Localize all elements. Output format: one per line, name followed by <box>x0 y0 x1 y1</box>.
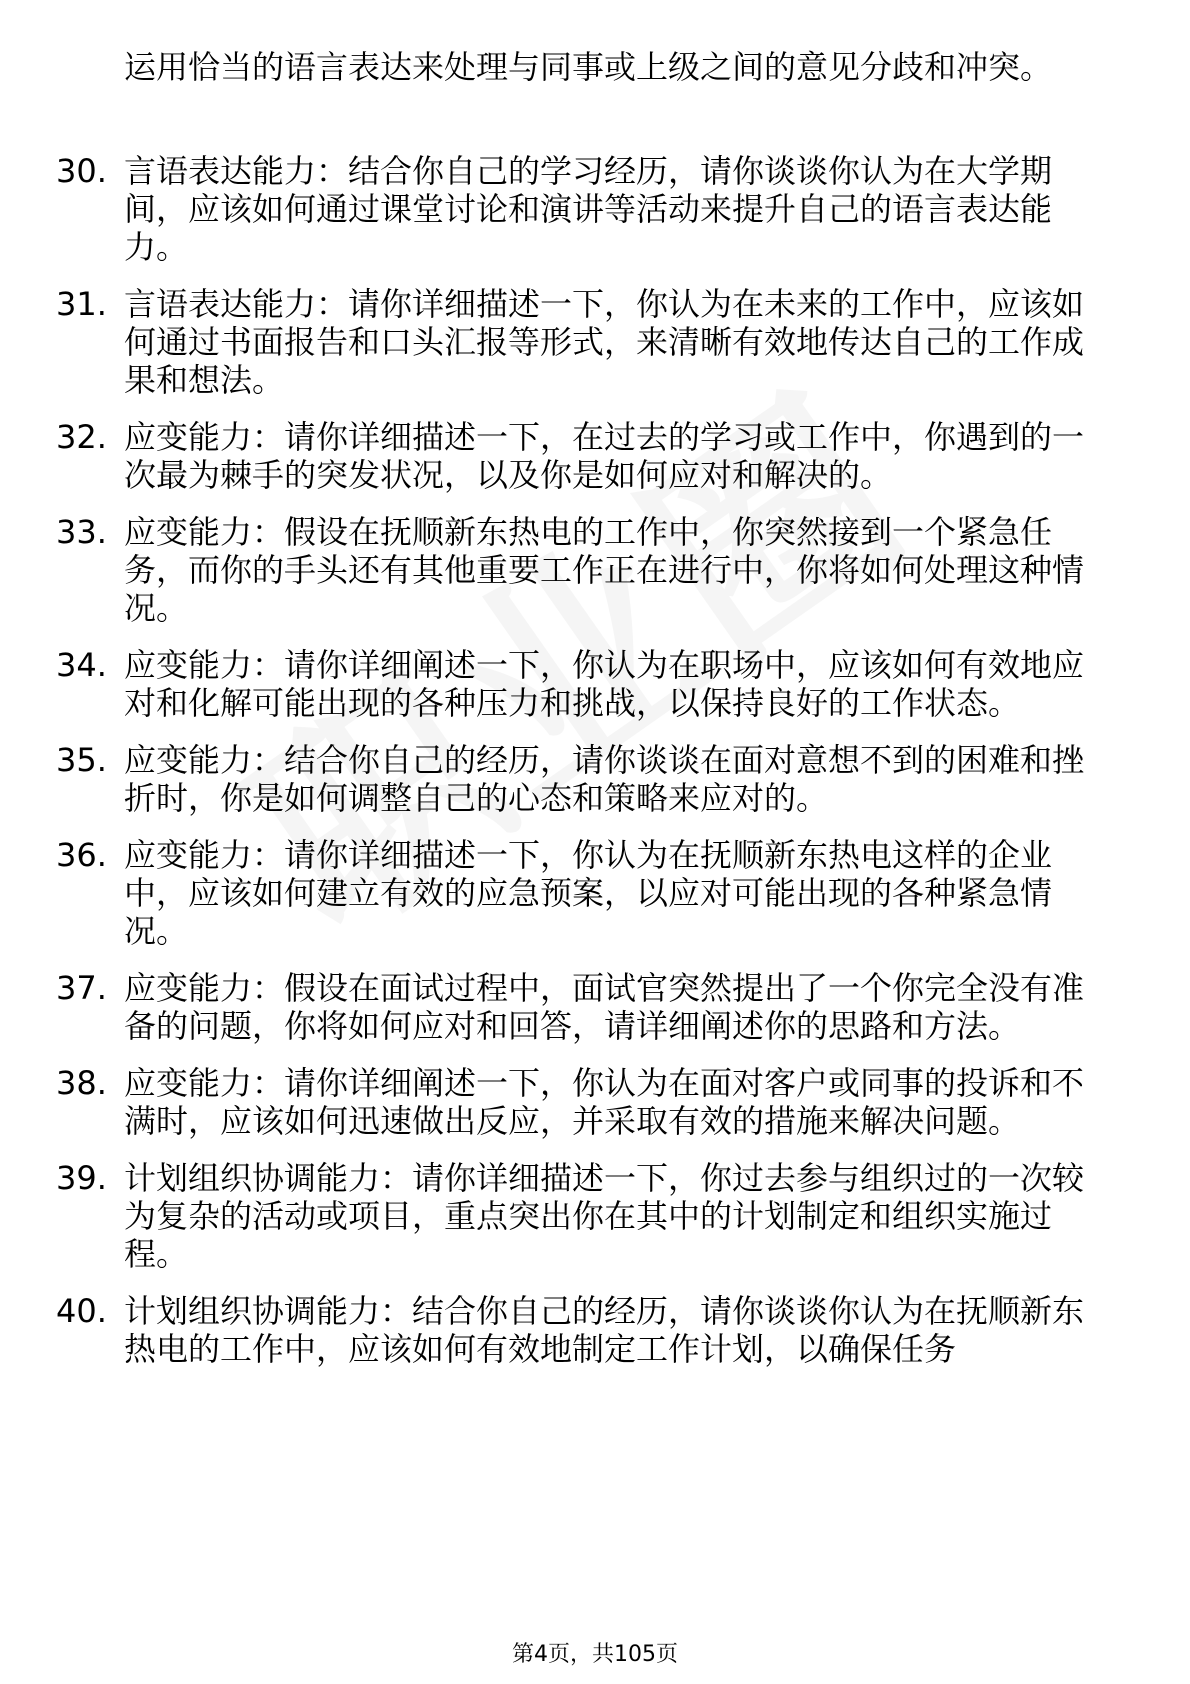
question-number: 31. <box>56 285 107 323</box>
question-number: 39. <box>56 1159 107 1197</box>
list-item <box>0 1292 1114 1368</box>
question-text: 应变能力：假设在面试过程中，面试官突然提出了一个你完全没有准备的问题，你将如何应对和回答，请详细阐述你的思路和方法。 <box>124 969 1085 1045</box>
question-number: 37. <box>56 969 107 1007</box>
question-text: 应变能力：请你详细阐述一下，你认为在面对客户或同事的投诉和不满时，应该如何迅速做出反应，并采取有效的措施来解决问题。 <box>124 1064 1085 1140</box>
question-number: 32. <box>56 418 107 456</box>
question-number: 33. <box>56 513 107 551</box>
question-number: 40. <box>56 1292 107 1330</box>
question-number: 34. <box>56 646 107 684</box>
question-text: 计划组织协调能力：结合你自己的经历，请你谈谈你认为在抚顺新东热电的工作中，应该如何有效地制定工作计划，以确保任务 <box>124 1292 1085 1368</box>
question-text: 言语表达能力：结合你自己的学习经历，请你谈谈你认为在大学期间，应该如何通过课堂讨论和演讲等活动来提升自己的语言表达能力。 <box>124 152 1053 266</box>
question-text: 计划组织协调能力：请你详细描述一下，你过去参与组织过的一次较为复杂的活动或项目，重点突出你在其中的计划制定和组织实施过程。 <box>124 1159 1085 1273</box>
list-item <box>0 836 1114 950</box>
page-footer: 第4页，共105页 <box>512 1642 678 1667</box>
question-text: 应变能力：请你详细描述一下，在过去的学习或工作中，你遇到的一次最为棘手的突发状况，以及你是如何应对和解决的。 <box>124 418 1085 494</box>
list-item <box>0 418 1114 494</box>
list-item <box>0 152 1114 266</box>
question-number: 36. <box>56 836 107 874</box>
continuation-paragraph: 运用恰当的语言表达来处理与同事或上级之间的意见分歧和冲突。 <box>124 48 1053 86</box>
question-text: 应变能力：请你详细阐述一下，你认为在职场中，应该如何有效地应对和化解可能出现的各种压力和挑战，以保持良好的工作状态。 <box>124 646 1085 722</box>
list-item <box>0 969 1114 1045</box>
list-item <box>0 1159 1114 1273</box>
question-text: 应变能力：请你详细描述一下，你认为在抚顺新东热电这样的企业中，应该如何建立有效的应急预案，以应对可能出现的各种紧急情况。 <box>124 836 1053 950</box>
list-item <box>0 1064 1114 1140</box>
question-text: 应变能力：假设在抚顺新东热电的工作中，你突然接到一个紧急任务，而你的手头还有其他重要工作正在进行中，你将如何处理这种情况。 <box>124 513 1085 627</box>
question-number: 35. <box>56 741 107 779</box>
list-item <box>0 741 1114 817</box>
list-item <box>0 285 1114 399</box>
question-list <box>0 152 1190 1387</box>
question-number: 30. <box>56 152 107 190</box>
question-text: 言语表达能力：请你详细描述一下，你认为在未来的工作中，应该如何通过书面报告和口头汇报等形式，来清晰有效地传达自己的工作成果和想法。 <box>124 285 1085 399</box>
question-text: 应变能力：结合你自己的经历，请你谈谈在面对意想不到的困难和挫折时，你是如何调整自己的心态和策略来应对的。 <box>124 741 1085 817</box>
list-item <box>0 646 1114 722</box>
list-item <box>0 513 1114 627</box>
question-number: 38. <box>56 1064 107 1102</box>
